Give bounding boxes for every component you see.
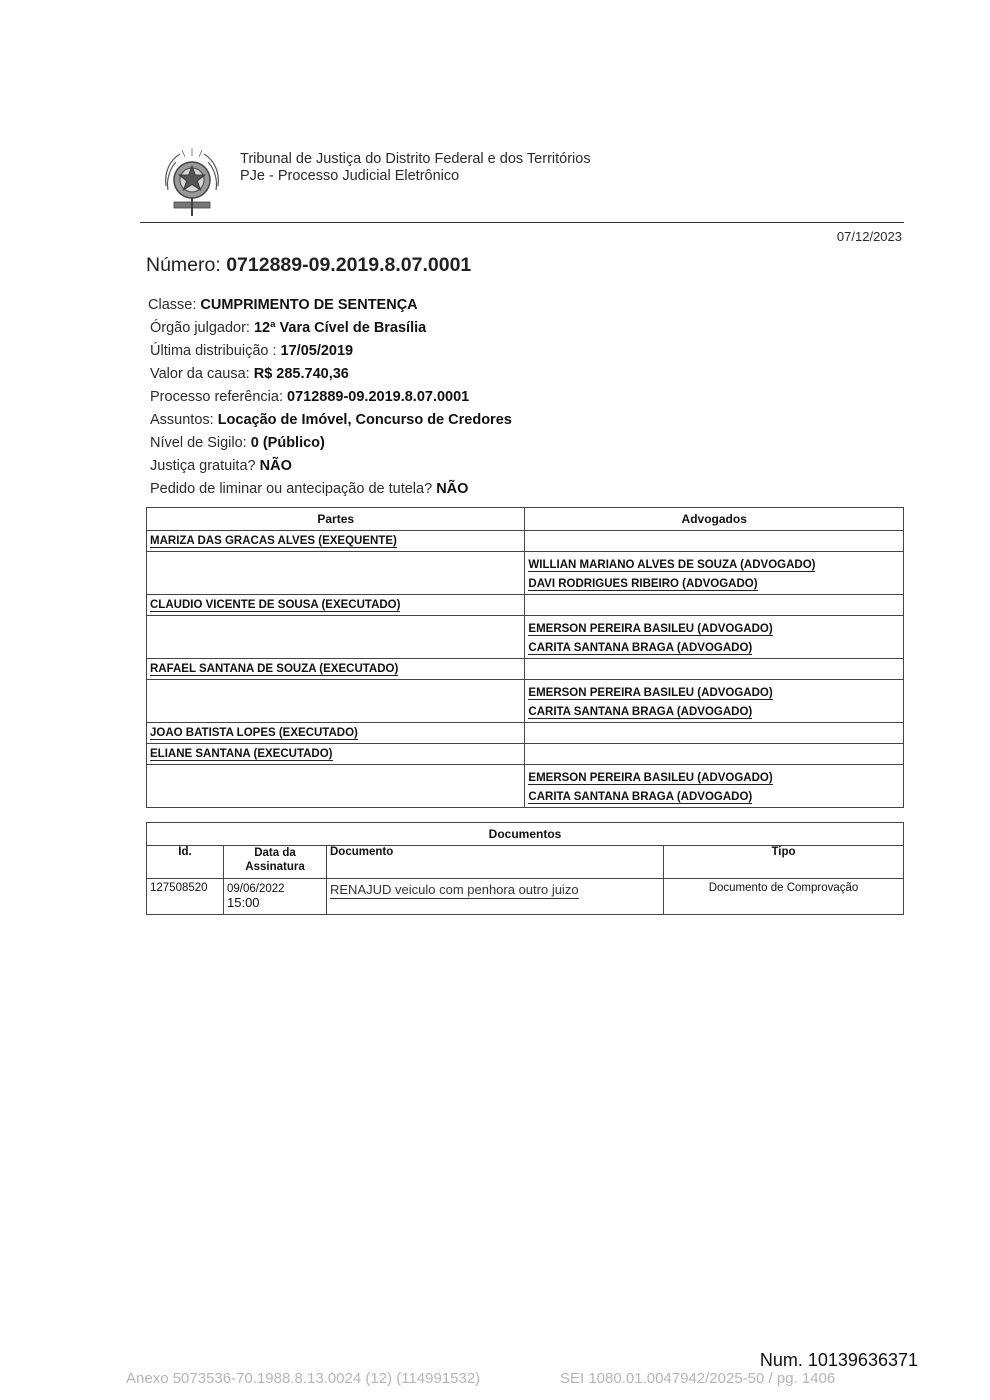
lawyer-name: DAVI RODRIGUES RIBEIRO (ADVOGADO) xyxy=(528,578,758,590)
system-name: PJe - Processo Judicial Eletrônico xyxy=(240,168,460,184)
table-row xyxy=(147,680,904,723)
process-number-value: 0712889-09.2019.8.07.0001 xyxy=(226,254,472,276)
footer-anexo: Anexo 5073536-70.1988.8.13.0024 (12) (114991532) xyxy=(126,1370,481,1387)
table-row xyxy=(147,595,904,616)
table-row xyxy=(147,552,904,595)
table-row xyxy=(147,616,904,659)
document-num: Num. 10139636371 xyxy=(759,1350,918,1370)
meta-classe: Classe: CUMPRIMENTO DE SENTENÇA xyxy=(148,297,418,313)
table-row xyxy=(147,744,904,765)
document-link[interactable]: RENAJUD veiculo com penhora outro juizo xyxy=(330,882,579,897)
footer-sei: SEI 1080.01.0047942/2025-50 / pg. 1406 xyxy=(560,1370,836,1387)
process-number-label: Número: xyxy=(146,254,221,276)
documents-table xyxy=(146,822,904,915)
meta-distribuicao: Última distribuição : 17/05/2019 xyxy=(150,343,354,359)
parties-table xyxy=(146,507,904,808)
process-number xyxy=(146,254,471,277)
doc-date: 09/06/2022 15:00 xyxy=(224,879,327,915)
lawyer-name: CARITA SANTANA BRAGA (ADVOGADO) xyxy=(528,791,753,803)
col-data-header: Data da Assinatura xyxy=(224,846,327,879)
meta-liminar: Pedido de liminar ou antecipação de tutela? NÃO xyxy=(150,481,469,497)
party-name: ELIANE SANTANA (EXECUTADO) xyxy=(150,748,333,760)
party-name: CLAUDIO VICENTE DE SOUSA (EXECUTADO) xyxy=(150,599,401,611)
header-divider xyxy=(140,222,904,223)
party-name: MARIZA DAS GRACAS ALVES (EXEQUENTE) xyxy=(150,535,397,547)
lawyer-name: CARITA SANTANA BRAGA (ADVOGADO) xyxy=(528,706,753,718)
lawyer-name: EMERSON PEREIRA BASILEU (ADVOGADO) xyxy=(528,772,773,784)
party-name: RAFAEL SANTANA DE SOUZA (EXECUTADO) xyxy=(150,663,399,675)
documents-caption: Documentos xyxy=(147,823,904,846)
lawyer-name: WILLIAN MARIANO ALVES DE SOUZA (ADVOGADO) xyxy=(528,559,816,571)
meta-assuntos: Assuntos: Locação de Imóvel, Concurso de Credores xyxy=(150,412,512,428)
meta-valor: Valor da causa: R$ 285.740,36 xyxy=(150,366,349,382)
doc-type: Documento de Comprovação xyxy=(664,879,904,915)
header-advogados: Advogados xyxy=(525,508,904,531)
doc-link-cell[interactable] xyxy=(327,879,664,915)
lawyer-name: EMERSON PEREIRA BASILEU (ADVOGADO) xyxy=(528,687,773,699)
table-row xyxy=(147,723,904,744)
court-name: Tribunal de Justiça do Distrito Federal e dos Territórios xyxy=(240,151,591,167)
table-row xyxy=(147,879,904,915)
lawyer-name: CARITA SANTANA BRAGA (ADVOGADO) xyxy=(528,642,753,654)
header-partes: Partes xyxy=(147,508,525,531)
col-id-header: Id. xyxy=(147,846,224,879)
table-row xyxy=(147,765,904,808)
lawyer-name: EMERSON PEREIRA BASILEU (ADVOGADO) xyxy=(528,623,773,635)
meta-sigilo: Nível de Sigilo: 0 (Público) xyxy=(150,435,325,451)
meta-referencia: Processo referência: 0712889-09.2019.8.07.0001 xyxy=(150,389,470,405)
print-date: 07/12/2023 xyxy=(836,229,902,244)
table-row xyxy=(147,531,904,552)
col-tipo-header: Tipo xyxy=(664,846,904,879)
doc-id: 127508520 xyxy=(147,879,224,915)
col-documento-header: Documento xyxy=(327,846,664,879)
brazil-coat-of-arms-icon xyxy=(160,146,224,218)
party-name: JOAO BATISTA LOPES (EXECUTADO) xyxy=(150,727,358,739)
table-row xyxy=(147,659,904,680)
meta-orgao: Órgão julgador: 12ª Vara Cível de Brasília xyxy=(150,320,427,336)
meta-justica-gratuita: Justiça gratuita? NÃO xyxy=(150,458,292,474)
